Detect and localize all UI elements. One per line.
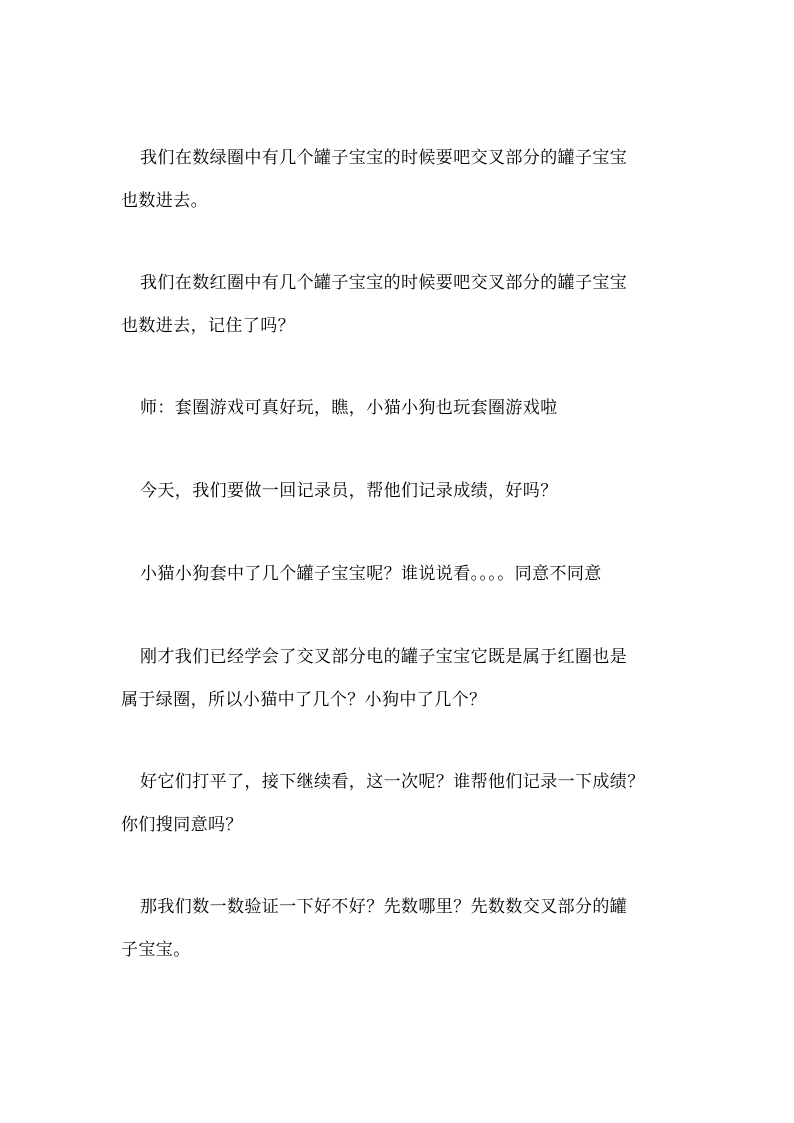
paragraph-line: 子宝宝。: [121, 940, 191, 960]
paragraph-2: [121, 262, 681, 348]
paragraph-1: [121, 137, 681, 223]
paragraph-line: 师：套圈游戏可真好玩，瞧，小猫小狗也玩套圈游戏啦: [140, 398, 558, 418]
paragraph-line: 好它们打平了，接下继续看，这一次呢？谁帮他们记录一下成绩？: [140, 772, 645, 792]
paragraph-line: 也数进去，记住了吗？: [121, 316, 295, 336]
paragraph-line: 刚才我们已经学会了交叉部分电的罐子宝宝它既是属于红圈也是: [140, 647, 628, 667]
paragraph-line: 小猫小狗套中了几个罐子宝宝呢？谁说说看。。。。同意不同意: [140, 564, 602, 584]
paragraph-line: 也数进去。: [121, 191, 208, 211]
paragraph-5: [121, 553, 681, 596]
paragraph-line: 我们在数绿圈中有几个罐子宝宝的时候要吧交叉部分的罐子宝宝: [140, 148, 628, 168]
paragraph-3: [121, 387, 681, 430]
paragraph-4: [121, 470, 681, 513]
paragraph-7: [121, 761, 681, 847]
paragraph-line: 我们在数红圈中有几个罐子宝宝的时候要吧交叉部分的罐子宝宝: [140, 273, 628, 293]
paragraph-line: 今天，我们要做一回记录员，帮他们记录成绩，好吗？: [140, 481, 558, 501]
paragraph-line: 属于绿圈，所以小猫中了几个？小狗中了几个？: [121, 690, 487, 710]
paragraph-line: 那我们数一数验证一下好不好？先数哪里？先数数交叉部分的罐: [140, 897, 628, 917]
paragraph-line: 你们搜同意吗？: [121, 815, 243, 835]
paragraph-6: [121, 636, 681, 722]
paragraph-8: [121, 886, 681, 972]
